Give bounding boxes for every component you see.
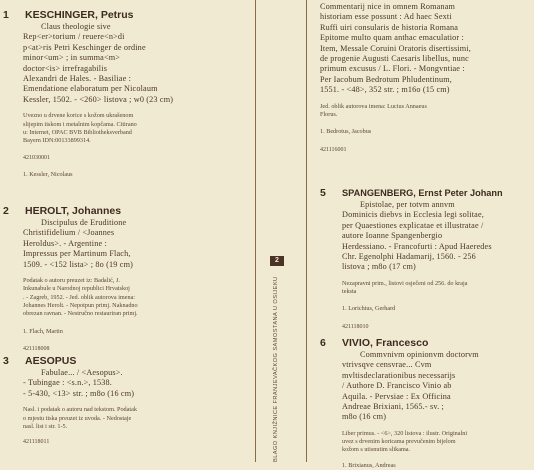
description-line: de progenie Augusti Caesaris libellus, nunc: [320, 54, 469, 64]
description-line: p<at>ris Petri Keschinger de ordine: [23, 42, 146, 52]
description-line: autore Ioanne Spangenbergio: [342, 231, 443, 241]
note-line: Nezapravni prim., listovi osječeni od 256. do kraja: [342, 279, 468, 287]
description-line: Emendatione elaboratum per Nicolaum: [23, 84, 158, 94]
entry-body: [342, 350, 532, 470]
description-line: Commentarij nice in omnem Romanam: [320, 2, 456, 11]
description-line: historiam esse possunt : Ad haec Sexti: [320, 12, 452, 22]
description-line: Herdessiano. - Francofurti : Apud Haeredes: [342, 241, 492, 251]
description-line: - 5-430, <13> str. ; m8o (16 cm): [23, 388, 135, 398]
description-line: / Authore D. Francisco Vinio ab: [342, 381, 452, 391]
description-line: Alexandri de Hales. - Basiliae :: [23, 74, 132, 84]
description-line: Claus theologie sive: [41, 22, 111, 31]
catalog-entry-3: [0, 354, 255, 462]
record-id: 421030001: [23, 155, 50, 162]
description-line: Kessler, 1502. - <260> listova ; w0 (23 cm): [23, 94, 174, 104]
catalog-entry-2: [0, 204, 255, 352]
note-line: . - Zagreb, 1952. - Jed. oblik autorova imena:: [23, 293, 136, 301]
right-column: [306, 0, 534, 469]
catalog-entry-5: [320, 186, 534, 330]
description-line: m8o (16 cm): [342, 412, 387, 422]
reference-line: 1. Flach, Martin: [23, 327, 63, 335]
description-line: - Tubingae : <s.n.>, 1538.: [23, 378, 113, 388]
note-line: Florus.: [320, 110, 338, 118]
note-line: obrezan ravnan. - Nestručno restauriran primj.: [23, 310, 138, 318]
entry-body: [23, 22, 247, 180]
description-line: minor<um> ; in summa<m>: [23, 53, 121, 63]
entry-heading: [320, 336, 428, 350]
note-line: Jed. oblik autorova imena: Lucius Annaeus: [320, 102, 427, 110]
entry-body: [23, 218, 247, 353]
entry-heading: [3, 8, 134, 22]
note-line: Liber primus. - <6>, 320 listova : ilustr. Originalni: [342, 429, 468, 437]
description-line: Fabulae... / <Aesopus>.: [41, 368, 123, 377]
entry-body: [23, 368, 247, 446]
description-line: per Quaestiones explicatae et illustratae /: [342, 220, 484, 230]
description-line: Discipulus de Eruditione: [41, 218, 127, 227]
description-line: doctor<is> irrefragabilis: [23, 63, 108, 73]
record-id: 421118010: [342, 323, 369, 330]
entry-heading: [320, 186, 503, 200]
entry-heading: [3, 204, 121, 218]
description-line: Aquila. - Pervsiae : Ex Officina: [342, 391, 451, 401]
note-line: Bayern IDN:00133899314.: [23, 137, 91, 145]
description-line: primum excusus / L. Flori. - Mongvntiae :: [320, 64, 465, 74]
description-line: Andreae Brixiani, 1565.- sv. ;: [342, 402, 444, 412]
entry-number: 1: [3, 9, 9, 21]
entry-author: HEROLT, Johannes: [25, 205, 122, 217]
note-line: teksta: [342, 288, 357, 296]
note-line: uvez s drvenim koricama prevučenim bijelom: [342, 438, 456, 446]
description-line: listova ; m8o (17 cm): [342, 262, 416, 272]
note-line: Inkunabule u Narodnoj republici Hrvatskoj: [23, 285, 130, 293]
description-line: Heroldus>. - Argentine :: [23, 238, 107, 248]
catalog-entry-6: [320, 336, 534, 469]
entry-author: KESCHINGER, Petrus: [25, 9, 134, 21]
record-id: 421118008: [23, 345, 50, 352]
gutter-running-title: BLAGO KNJIŽNICE FRANJEVAČKOG SAMOSTANA U OSIJEKU: [273, 276, 279, 462]
entry-number: 6: [320, 337, 326, 349]
entry-author: VIVIO, Francesco: [342, 337, 429, 349]
note-line: nasl. list i str. 1-5.: [23, 422, 68, 430]
entry-number: 2: [3, 205, 9, 217]
entry-heading: [3, 354, 76, 368]
note-line: o mjestu tiska preuzet iz uvoda. - Nedostaje: [23, 414, 132, 422]
description-line: Dominicis diebvs in Ecclesia legi solitae,: [342, 210, 484, 220]
record-id: 421116001: [320, 146, 347, 153]
reference-line: 1. Kessler, Nicolaus: [23, 171, 73, 179]
description-line: Commvnivm opinionvm doctorvm: [360, 350, 479, 359]
entry-number: 3: [3, 355, 9, 367]
entry-number: 5: [320, 187, 326, 199]
gutter-left-rule: [255, 0, 256, 462]
note-line: slijepim tiskom i metalnim kopčama. Citirano: [23, 120, 137, 128]
description-line: Per Iacobum Bedrotum Phludentinum,: [320, 74, 453, 84]
reference-line: 1. Brixianus, Andreas: [342, 461, 396, 469]
entry-author: SPANGENBERG, Ernst Peter Johann: [342, 188, 503, 198]
record-id: 421118011: [23, 439, 50, 446]
reference-line: 1. Bedrotus, Jacobus: [320, 128, 372, 136]
description-line: 1509. - <152 lista> ; 8o (19 cm): [23, 259, 133, 269]
description-line: Impressus per Martinum Flach,: [23, 249, 131, 259]
description-line: mvltisdeclarationibus necessarijs: [342, 370, 456, 380]
page-number-badge: 2: [270, 256, 284, 266]
note-line: u: Internet, OPAC BVB Bibliotheksverband: [23, 128, 132, 136]
note-line: Podatak o autoru preuzet iz: Badalić, J.: [23, 277, 120, 285]
description-line: Chr. Egenolphi Hadamarij, 1560. - 256: [342, 252, 476, 262]
note-line: Johannes Herolt. - Nepotpun primj. Naknadno: [23, 301, 138, 309]
note-line: kožom s utisnutim slikama.: [342, 446, 411, 454]
description-line: Item, Messale Coruini Oratoris disertissimi,: [320, 43, 471, 53]
description-line: Epistolae, per totvm annvm: [360, 200, 455, 209]
description-line: vtrivsqve censvrae... Cvm: [342, 360, 432, 370]
catalog-entry-4-continuation: [320, 0, 526, 180]
description-line: Epitome multo quam anthac emaculatior :: [320, 33, 464, 43]
entry-body: [342, 200, 532, 331]
description-line: Ruffi uiri consularis de historia Romana: [320, 22, 459, 32]
description-line: 1551. - <48>, 352 str. ; m16o (15 cm): [320, 85, 450, 95]
left-column: [0, 0, 255, 462]
entry-author: AESOPUS: [25, 355, 77, 367]
note-line: Nasl. i podatak o autoru nad tekstom. Podatak: [23, 406, 137, 414]
note-line: Uvezno u drvene korice s kožom ukrašenom: [23, 112, 134, 120]
description-line: Rep<er>torium / reuere<n>di: [23, 32, 125, 42]
description-line: Christifidelium / <Joannes: [23, 228, 115, 238]
reference-line: 1. Lorichius, Gerhard: [342, 305, 396, 313]
